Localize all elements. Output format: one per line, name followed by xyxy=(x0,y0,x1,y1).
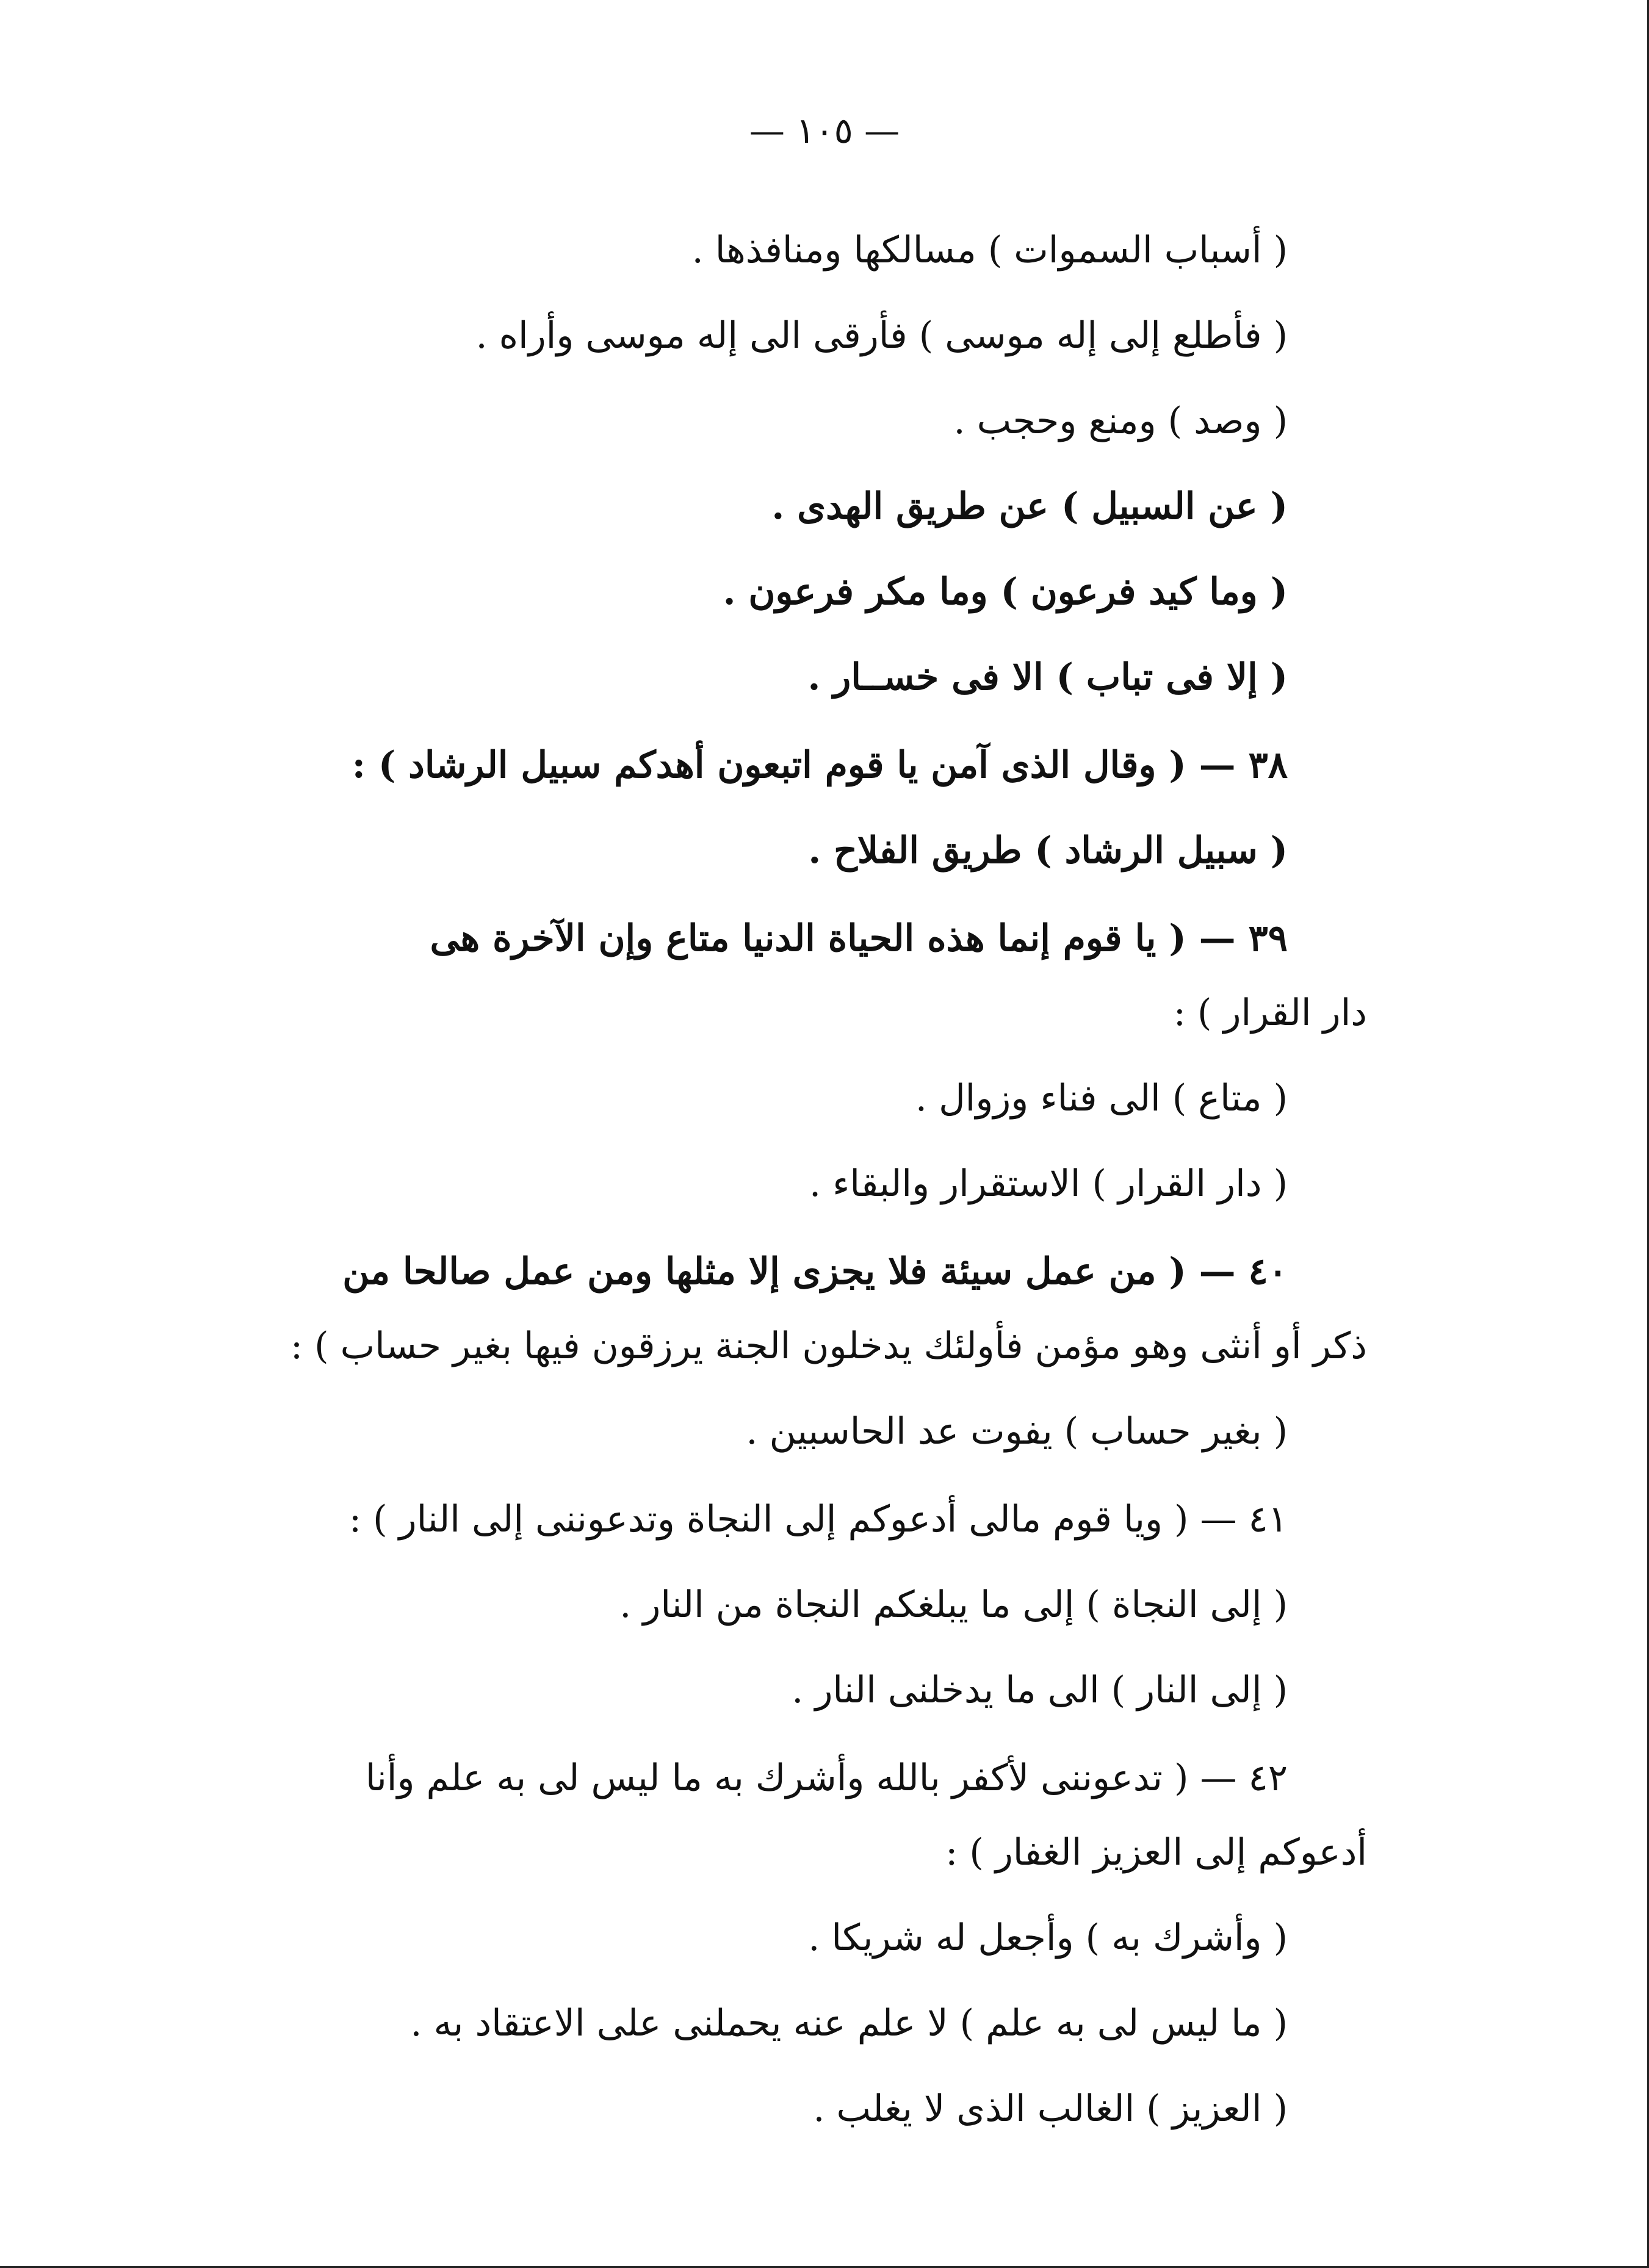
gloss-line: ( سبيل الرشاد ) طريق الفلاح . xyxy=(808,829,1288,872)
gloss-line: ( بغير حساب ) يفوت عد الحاسبين . xyxy=(746,1410,1288,1453)
verse-42: ٤٢ — ( تدعوننى لأكفر بالله وأشرك به ما ليس لى به علم وأنا xyxy=(365,1757,1288,1799)
verse-39-continuation: دار القرار ) : xyxy=(1173,992,1367,1034)
gloss-line: ( إلى النار ) الى ما يدخلنى النار . xyxy=(792,1669,1288,1712)
gloss-line: ( إلا فى تباب ) الا فى خســار . xyxy=(807,656,1288,699)
gloss-line: ( وأشرك به ) وأجعل له شريكا . xyxy=(808,1917,1288,1959)
verse-40-continuation: ذكر أو أنثى وهو مؤمن فأولئك يدخلون الجنة يرزقون فيها بغير حساب ) : xyxy=(290,1325,1367,1367)
verse-42-continuation: أدعوكم إلى العزيز الغفار ) : xyxy=(945,1831,1367,1874)
gloss-line: ( فأطلع إلى إله موسى ) فأرقى الى إله موسى وأراه . xyxy=(475,314,1288,357)
gloss-line: ( العزيز ) الغالب الذى لا يغلب . xyxy=(813,2087,1288,2130)
verse-38: ٣٨ — ( وقال الذى آمن يا قوم اتبعون أهدكم سبيل الرشاد ) : xyxy=(352,744,1288,787)
verse-40: ٤٠ — ( من عمل سيئة فلا يجزى إلا مثلها ومن عمل صالحا من xyxy=(342,1250,1288,1293)
gloss-line: ( متاع ) الى فناء وزوال . xyxy=(915,1077,1288,1120)
gloss-line: ( عن السبيل ) عن طريق الهدى . xyxy=(771,485,1288,528)
gloss-line: ( دار القرار ) الاستقرار والبقاء . xyxy=(809,1162,1288,1205)
gloss-line: ( أسباب السموات ) مسالكها ومنافذها . xyxy=(691,229,1288,272)
gloss-line: ( إلى النجاة ) إلى ما يبلغكم النجاة من النار . xyxy=(619,1583,1288,1626)
gloss-line: ( وما كيد فرعون ) وما مكر فرعون . xyxy=(723,571,1288,613)
gloss-line: ( وصد ) ومنع وحجب . xyxy=(953,400,1288,442)
gloss-line: ( ما ليس لى به علم ) لا علم عنه يحملنى على الاعتقاد به . xyxy=(410,2002,1288,2045)
verse-41: ٤١ — ( ويا قوم مالى أدعوكم إلى النجاة وتدعوننى إلى النار ) : xyxy=(348,1498,1288,1541)
verse-39: ٣٩ — ( يا قوم إنما هذه الحياة الدنيا متاع وإن الآخرة هى xyxy=(430,917,1288,960)
page-number: — ١٠٥ — xyxy=(749,110,900,151)
page-body xyxy=(290,207,1367,2151)
